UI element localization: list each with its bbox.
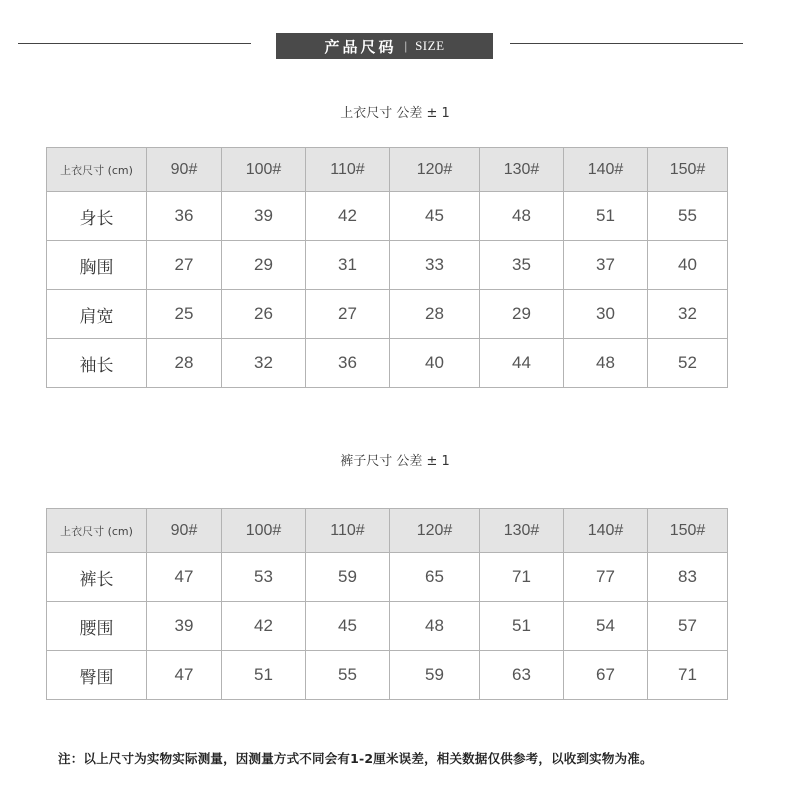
table-cell: 59 — [306, 553, 390, 602]
table-row — [47, 192, 728, 241]
table-row — [47, 651, 728, 700]
table-cell: 37 — [564, 241, 648, 290]
table-cell: 30 — [564, 290, 648, 339]
table-cell: 32 — [222, 339, 306, 388]
table-cell: 44 — [480, 339, 564, 388]
table-cell: 55 — [648, 192, 728, 241]
table-header-row — [47, 148, 728, 192]
table-row — [47, 241, 728, 290]
table-cell: 52 — [648, 339, 728, 388]
column-header: 110# — [306, 148, 390, 192]
table-header-row — [47, 509, 728, 553]
measurement-note: 注：以上尺寸为实物实际测量，因测量方式不同会有1-2厘米误差，相关数据仅供参考，以收到实物为准。 — [58, 751, 653, 766]
column-header: 上衣尺寸 (cm) — [47, 148, 147, 192]
table-cell: 71 — [480, 553, 564, 602]
table-cell: 39 — [222, 192, 306, 241]
row-label: 肩宽 — [47, 290, 147, 339]
table-cell: 59 — [390, 651, 480, 700]
header-rule-right — [510, 43, 743, 44]
column-header: 150# — [648, 509, 728, 553]
column-header: 110# — [306, 509, 390, 553]
header-title-cn: 产品尺码 — [324, 37, 397, 56]
column-header: 130# — [480, 148, 564, 192]
row-label: 身长 — [47, 192, 147, 241]
table-cell: 48 — [564, 339, 648, 388]
row-label: 腰围 — [47, 602, 147, 651]
table-row — [47, 290, 728, 339]
table-cell: 28 — [147, 339, 222, 388]
bottom-size-table — [46, 508, 728, 700]
column-header: 100# — [222, 148, 306, 192]
row-label: 胸围 — [47, 241, 147, 290]
size-header-badge — [276, 33, 493, 59]
table-cell: 40 — [390, 339, 480, 388]
table-cell: 51 — [564, 192, 648, 241]
table-cell: 77 — [564, 553, 648, 602]
top-size-table — [46, 147, 728, 388]
column-header: 130# — [480, 509, 564, 553]
top-table-caption: 上衣尺寸 公差 ± 1 — [340, 106, 450, 121]
table-cell: 48 — [480, 192, 564, 241]
table-cell: 65 — [390, 553, 480, 602]
table-cell: 26 — [222, 290, 306, 339]
table-cell: 39 — [147, 602, 222, 651]
table-cell: 55 — [306, 651, 390, 700]
column-header: 120# — [390, 148, 480, 192]
table-row — [47, 602, 728, 651]
table-cell: 53 — [222, 553, 306, 602]
column-header: 上衣尺寸 (cm) — [47, 509, 147, 553]
table-cell: 45 — [306, 602, 390, 651]
table-cell: 35 — [480, 241, 564, 290]
table-cell: 45 — [390, 192, 480, 241]
table-cell: 42 — [222, 602, 306, 651]
column-header: 90# — [147, 148, 222, 192]
row-label: 裤长 — [47, 553, 147, 602]
table-cell: 29 — [222, 241, 306, 290]
row-label: 臀围 — [47, 651, 147, 700]
header-rule-left — [18, 43, 251, 44]
table-cell: 51 — [480, 602, 564, 651]
table-cell: 33 — [390, 241, 480, 290]
table-cell: 83 — [648, 553, 728, 602]
row-label: 袖长 — [47, 339, 147, 388]
column-header: 90# — [147, 509, 222, 553]
column-header: 140# — [564, 509, 648, 553]
table-cell: 32 — [648, 290, 728, 339]
column-header: 140# — [564, 148, 648, 192]
table-cell: 31 — [306, 241, 390, 290]
table-row — [47, 339, 728, 388]
table-cell: 27 — [147, 241, 222, 290]
table-cell: 29 — [480, 290, 564, 339]
column-header: 100# — [222, 509, 306, 553]
table-cell: 27 — [306, 290, 390, 339]
table-cell: 48 — [390, 602, 480, 651]
header-title-en: SIZE — [415, 38, 445, 53]
table-cell: 71 — [648, 651, 728, 700]
table-row — [47, 553, 728, 602]
table-cell: 67 — [564, 651, 648, 700]
table-cell: 40 — [648, 241, 728, 290]
header-separator: | — [404, 38, 408, 53]
table-cell: 63 — [480, 651, 564, 700]
table-cell: 57 — [648, 602, 728, 651]
table-cell: 36 — [306, 339, 390, 388]
table-cell: 54 — [564, 602, 648, 651]
table-cell: 47 — [147, 651, 222, 700]
table-cell: 36 — [147, 192, 222, 241]
table-cell: 47 — [147, 553, 222, 602]
column-header: 150# — [648, 148, 728, 192]
column-header: 120# — [390, 509, 480, 553]
table-cell: 28 — [390, 290, 480, 339]
table-cell: 25 — [147, 290, 222, 339]
bottom-table-caption: 裤子尺寸 公差 ± 1 — [340, 454, 450, 469]
table-cell: 51 — [222, 651, 306, 700]
table-cell: 42 — [306, 192, 390, 241]
